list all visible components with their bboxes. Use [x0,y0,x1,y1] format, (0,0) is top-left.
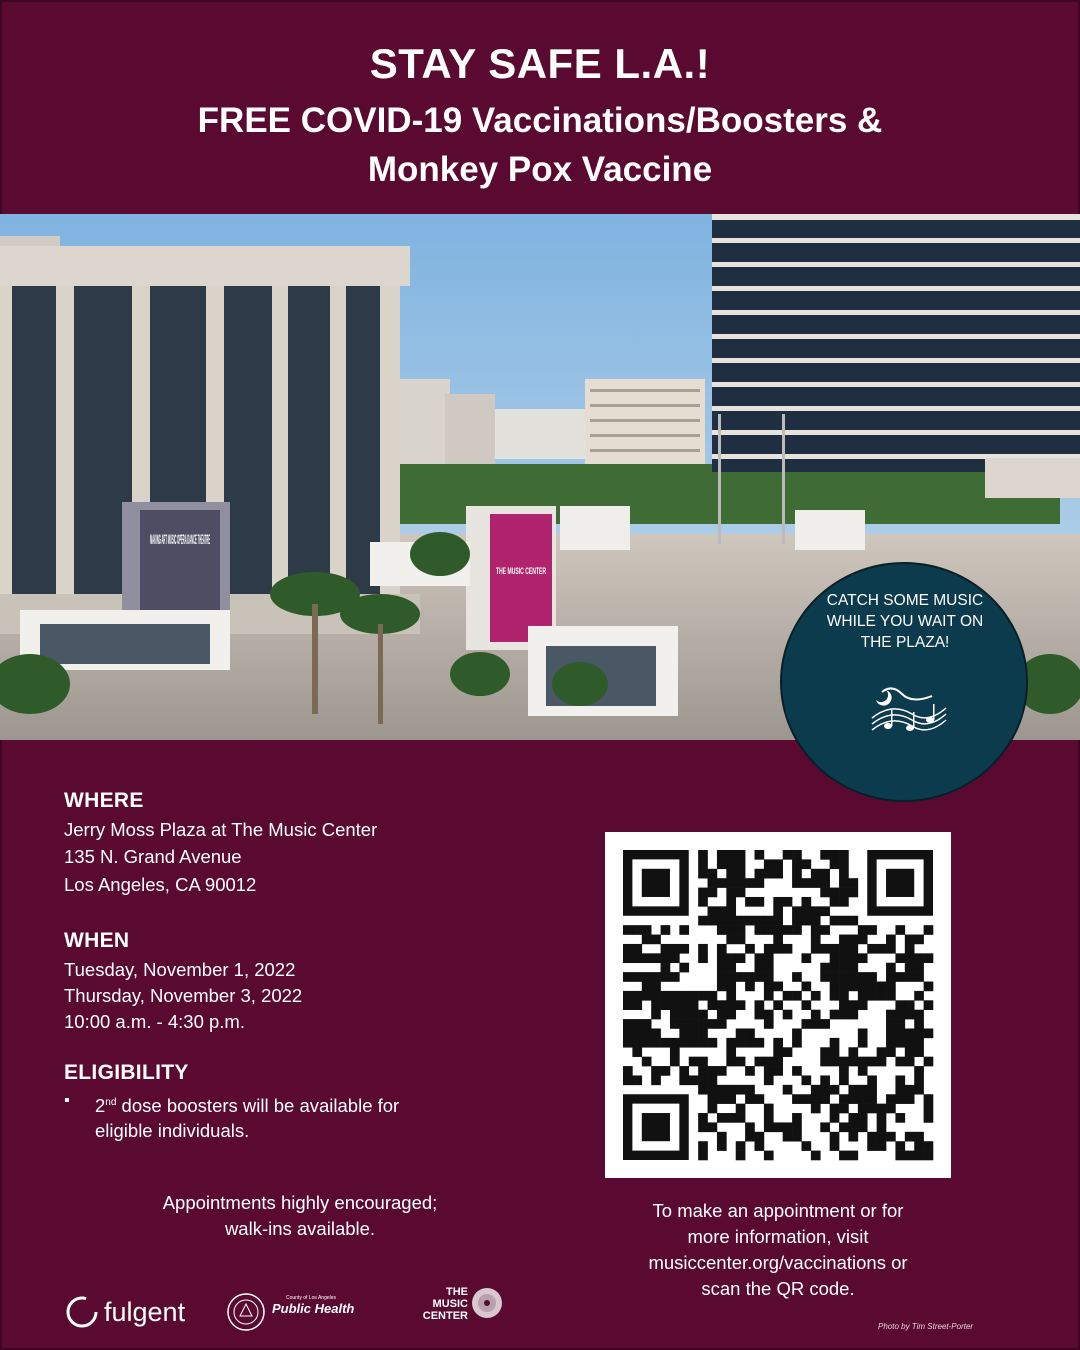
when-line-2: Thursday, November 3, 2022 [64,985,303,1006]
fulgent-ring-icon [64,1294,100,1330]
when-line-3: 10:00 a.m. - 4:30 p.m. [64,1011,245,1032]
appointments-line-2: walk-ins available. [224,1218,376,1239]
eligibility-line-1 [95,1090,495,1118]
photo-credit: Photo by Tim Street-Porter [878,1322,974,1331]
music-center-logo [416,1286,506,1338]
eligibility-line-1-text: dose boosters will be available for [116,1095,400,1117]
tmc-line-2: MUSIC [432,1298,468,1310]
flyer-header [0,0,1080,214]
banner-center-text: THE MUSIC CENTER [496,566,547,576]
where-line-2: 135 N. Grand Avenue [64,846,242,867]
info-line-3[interactable]: musiccenter.org/vaccinations or [648,1252,908,1273]
public-health-county: County of Los Angeles [286,1295,337,1301]
plaza-music-badge [780,562,1028,802]
where-heading: WHERE [64,789,144,812]
banner-left-text: MAKING ART MUSIC OPERA DANCE THEATRE [150,531,210,547]
when-heading: WHEN [64,929,130,952]
tmc-line-3: CENTER [422,1310,468,1322]
appointments-note [120,1190,480,1242]
ordinal-number: 2 [95,1095,106,1117]
where-line-1: Jerry Moss Plaza at The Music Center [64,819,378,840]
eligibility-text [95,1090,495,1143]
qr-finder-pattern [623,1094,689,1160]
public-health-logo [272,1295,382,1316]
flyer-subtitle [0,96,1080,194]
music-notes-icon [862,682,950,746]
flyer-title: STAY SAFE L.A.! [369,40,711,87]
info-line-1: To make an appointment or for [652,1200,904,1221]
when-line-1: Tuesday, November 1, 2022 [64,959,296,980]
appointment-info-note [600,1198,956,1302]
fulgent-wordmark: fulgent [104,1296,186,1327]
eligibility-line-2: eligible individuals. [95,1120,250,1142]
county-seal-icon [226,1292,266,1332]
music-center-wordmark [416,1286,468,1322]
music-center-disc-icon [470,1286,504,1320]
qr-finder-pattern [623,850,689,916]
appointments-line-1: Appointments highly encouraged; [162,1192,438,1213]
info-line-4: scan the QR code. [701,1278,855,1299]
where-line-3: Los Angeles, CA 90012 [64,874,257,895]
eligibility-heading: ELIGIBILITY [64,1061,189,1084]
subtitle-line-1: FREE COVID-19 Vaccinations/Boosters & [197,101,883,140]
qr-finder-pattern [867,850,933,916]
subtitle-line-2: Monkey Pox Vaccine [367,150,713,189]
public-health-wordmark: Public Health [272,1301,355,1316]
info-line-2: more information, visit [687,1226,869,1247]
ordinal-suffix: nd [105,1097,117,1108]
fulgent-logo [64,1290,185,1334]
bullet-icon: ▪ [64,1092,70,1109]
tmc-line-1: THE [446,1286,468,1298]
badge-text: CATCH SOME MUSIC WHILE YOU WAIT ON THE PLAZA! [826,592,984,651]
qr-code[interactable] [605,832,951,1178]
